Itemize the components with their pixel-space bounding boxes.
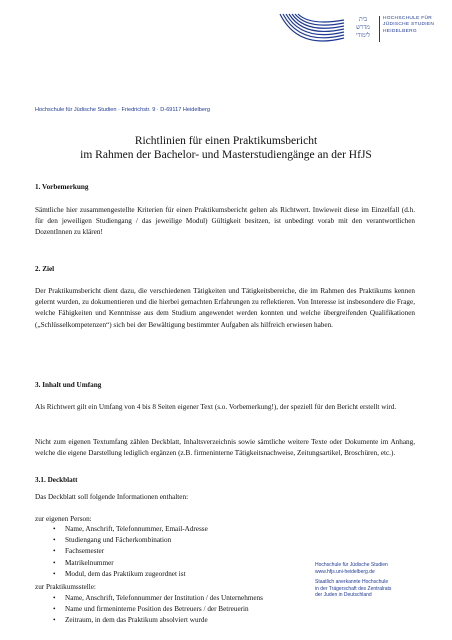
section-heading-ziel: 2. Ziel [35, 265, 55, 273]
section-text-inhalt-2: Nicht zum eigenen Textumfang zählen Deckblatt, Inhaltsverzeichnis sowie sämtliche weitere Texte oder Dokumente im Anhang, welche die eigene Darstellung lediglich ergänzen (z.B. firmeninterne Tätigkeitsnachweise, Zeitungsartikel, Broschüren, etc.). [35, 438, 415, 458]
document-title: Richtlinien für einen Praktikumsbericht im Rahmen der Bachelor- und Masterstudiengänge an der HfJS [80, 135, 372, 161]
hfjs-logo [278, 12, 438, 72]
deckblatt-intro: Das Deckblatt soll folgende Informationen enthalten: [35, 493, 189, 501]
arc-logo-icon [278, 12, 348, 54]
section-text-inhalt-1: Als Richtwert gilt ein Umfang von 4 bis 8 Seiten eigener Text (s.o. Vorbemerkung!), der speziell für den Bericht erstellt wird. [35, 403, 397, 411]
list-item: • Fachsemester [65, 546, 208, 557]
list-item: • Modul, dem das Praktikum zugeordnet ist [65, 569, 208, 580]
list-item: • Name, Anschrift, Telefonnummer der Institution / des Unternehmens [65, 593, 263, 604]
logo-institution-name: HOCHSCHULE FÜR JÜDISCHE STUDIEN HEIDELBERG [383, 16, 435, 34]
section-text-ziel: Der Praktikumsbericht dient dazu, die verschiedenen Tätigkeiten und Tätigkeitsbereiche, die im Rahmen des Praktikums kennen gelernt wurden, zu dokumentieren und die hierbei gemachten Erfahrungen zu reflektieren. Von Interesse ist insbesondere die Frage, welche Fähigkeiten und Kenntnisse aus dem Studium angewendet werden konnten und welche übergreifenden Qualifikationen („Schlüsselkompetenzen“) sich bei der Bewältigung bestimmter Aufgaben als hilfreich erwiesen haben. [35, 287, 415, 329]
stelle-label: zur Praktikumsstelle: [35, 583, 96, 591]
footer-note: Staatlich anerkannte Hochschule [315, 579, 389, 586]
stelle-list [35, 593, 263, 627]
logo-divider [379, 16, 380, 42]
sender-address: Hochschule für Jüdische Studien · Friedrichstr. 9 · D-69117 Heidelberg [35, 107, 210, 113]
footer-website: www.hfjs.uni-heidelberg.de [315, 568, 375, 575]
section-heading-deckblatt: 3.1. Deckblatt [35, 476, 78, 484]
list-item: • Zeitraum, in dem das Praktikum absolviert wurde [65, 615, 263, 626]
logo-hebrew-text: בית מדרש לימודי [356, 16, 370, 39]
section-heading-vorbemerkung: 1. Vorbemerkung [35, 183, 89, 191]
section-heading-inhalt: 3. Inhalt und Umfang [35, 381, 102, 389]
section-text-vorbemerkung: Sämtliche hier zusammengestellte Kriterien für einen Praktikumsbericht gelten als Richtwert. Inwieweit diese im Einzelfall (d.h. für den jeweiligen Studiengang / das jeweilige Modul) Gültigkeit besitzen, ist unbedingt vorab mit den verantwortlichen DozentInnen zu klären! [35, 206, 415, 237]
footer-note: in der Trägerschaft des Zentralrats [315, 585, 392, 592]
footer-note: der Juden in Deutschland [315, 592, 372, 599]
list-item: • Name, Anschrift, Telefonnummer, Email-Adresse [65, 524, 208, 535]
person-list [35, 524, 208, 580]
person-label: zur eigenen Person: [35, 515, 92, 523]
list-item: • Name und firmeninterne Position des Betreuers / der Betreuerin [65, 604, 263, 615]
footer-name: Hochschule für Jüdische Studien [315, 562, 388, 568]
list-item: • Matrikelnummer [65, 558, 208, 569]
list-item: • Studiengang und Fächerkombination [65, 535, 208, 546]
footer-institution [315, 562, 445, 599]
